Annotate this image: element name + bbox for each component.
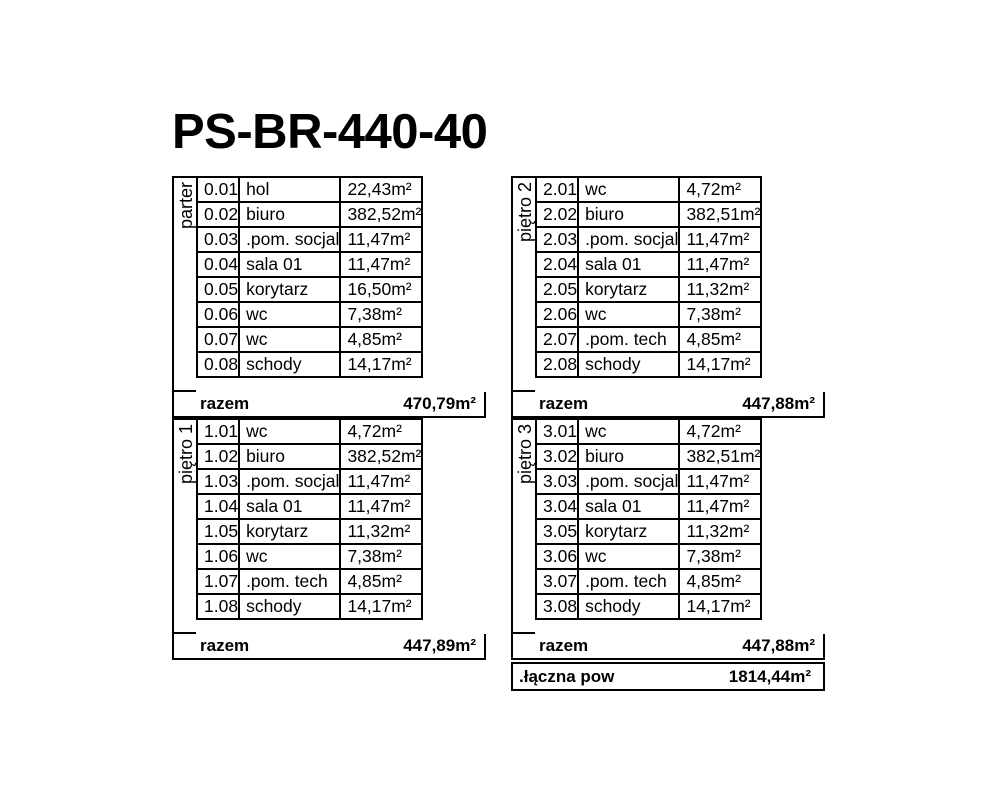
room-number: 3.08 — [536, 594, 578, 619]
table-row — [536, 469, 761, 494]
table-row — [536, 227, 761, 252]
room-name: .pom. tech — [239, 569, 340, 594]
room-name: schody — [578, 352, 679, 377]
room-name: wc — [239, 544, 340, 569]
room-area: 382,52m² — [340, 202, 422, 227]
room-number: 3.05 — [536, 519, 578, 544]
floor-label-text: piętro 2 — [515, 182, 535, 243]
room-area: 4,85m² — [340, 327, 422, 352]
table-row — [536, 594, 761, 619]
room-area: 11,47m² — [340, 252, 422, 277]
section-sum-row — [172, 634, 486, 660]
room-name: korytarz — [578, 277, 679, 302]
room-name: wc — [578, 177, 679, 202]
table-row — [536, 277, 761, 302]
room-area: 4,85m² — [679, 569, 761, 594]
room-name: wc — [239, 419, 340, 444]
table-row — [536, 569, 761, 594]
table-row — [197, 302, 422, 327]
room-number: 3.06 — [536, 544, 578, 569]
room-area: 11,32m² — [340, 519, 422, 544]
room-number: 3.02 — [536, 444, 578, 469]
section-sum-row — [511, 634, 825, 660]
room-area: 4,72m² — [340, 419, 422, 444]
room-area: 11,47m² — [679, 252, 761, 277]
room-name: wc — [239, 302, 340, 327]
room-number: 0.05 — [197, 277, 239, 302]
room-name: sala 01 — [239, 494, 340, 519]
table-row — [197, 327, 422, 352]
room-name: .pom. socjal — [239, 227, 340, 252]
room-name: sala 01 — [578, 494, 679, 519]
room-name: .pom. socjal — [578, 227, 679, 252]
room-area: 11,47m² — [679, 469, 761, 494]
table-row — [536, 327, 761, 352]
total-value: 1814,44m² — [728, 667, 811, 686]
table-row — [197, 544, 422, 569]
floor-label — [511, 176, 535, 392]
room-name: schody — [239, 594, 340, 619]
table-row — [197, 277, 422, 302]
room-number: 1.08 — [197, 594, 239, 619]
room-area: 11,47m² — [679, 227, 761, 252]
table-row — [536, 202, 761, 227]
room-number: 3.07 — [536, 569, 578, 594]
table-row — [197, 519, 422, 544]
room-number: 2.04 — [536, 252, 578, 277]
room-name: .pom. tech — [578, 327, 679, 352]
room-area: 11,47m² — [340, 227, 422, 252]
room-area: 4,85m² — [340, 569, 422, 594]
room-name: wc — [578, 419, 679, 444]
table-row — [536, 544, 761, 569]
room-name: hol — [239, 177, 340, 202]
room-number: 0.03 — [197, 227, 239, 252]
room-table — [535, 418, 762, 620]
room-area: 16,50m² — [340, 277, 422, 302]
table-row — [536, 419, 761, 444]
table-row — [197, 469, 422, 494]
table-row — [536, 494, 761, 519]
document-title: PS-BR-440-40 — [172, 105, 488, 159]
room-name: biuro — [239, 202, 340, 227]
table-row — [197, 352, 422, 377]
room-name: biuro — [239, 444, 340, 469]
room-name: biuro — [578, 202, 679, 227]
room-name: sala 01 — [578, 252, 679, 277]
table-row — [536, 444, 761, 469]
room-name: .pom. socjal — [239, 469, 340, 494]
room-number: 0.08 — [197, 352, 239, 377]
room-name: schody — [578, 594, 679, 619]
sum-label: razem — [539, 636, 589, 655]
sum-value: 470,79m² — [403, 394, 476, 413]
room-number: 2.01 — [536, 177, 578, 202]
room-area: 7,38m² — [679, 544, 761, 569]
room-area: 14,17m² — [340, 352, 422, 377]
grand-total-row — [511, 662, 825, 691]
room-area: 11,47m² — [340, 469, 422, 494]
room-number: 1.07 — [197, 569, 239, 594]
sum-value: 447,88m² — [742, 394, 815, 413]
room-area: 14,17m² — [340, 594, 422, 619]
room-table — [196, 418, 423, 620]
table-row — [536, 252, 761, 277]
room-name: .pom. tech — [578, 569, 679, 594]
room-area: 11,47m² — [679, 494, 761, 519]
table-row — [197, 202, 422, 227]
room-area: 11,47m² — [340, 494, 422, 519]
room-number: 1.01 — [197, 419, 239, 444]
room-number: 3.04 — [536, 494, 578, 519]
room-number: 1.03 — [197, 469, 239, 494]
room-area: 4,72m² — [679, 177, 761, 202]
room-area: 22,43m² — [340, 177, 422, 202]
room-name: schody — [239, 352, 340, 377]
room-number: 2.05 — [536, 277, 578, 302]
room-name: wc — [578, 302, 679, 327]
table-row — [536, 352, 761, 377]
section-sum-row — [511, 392, 825, 418]
sum-label: razem — [539, 394, 589, 413]
table-row — [536, 177, 761, 202]
room-number: 0.06 — [197, 302, 239, 327]
room-number: 2.06 — [536, 302, 578, 327]
floor-label-text: piętro 3 — [515, 424, 535, 485]
room-area: 11,32m² — [679, 277, 761, 302]
room-area: 382,52m² — [340, 444, 422, 469]
table-row — [197, 444, 422, 469]
room-table — [196, 176, 423, 378]
room-name: wc — [239, 327, 340, 352]
room-number: 1.06 — [197, 544, 239, 569]
sum-label: razem — [200, 394, 250, 413]
room-name: korytarz — [578, 519, 679, 544]
room-number: 2.08 — [536, 352, 578, 377]
room-area: 4,72m² — [679, 419, 761, 444]
room-number: 0.04 — [197, 252, 239, 277]
table-row — [197, 252, 422, 277]
table-row — [536, 519, 761, 544]
room-number: 2.02 — [536, 202, 578, 227]
table-row — [197, 569, 422, 594]
total-label: .łączna pow — [519, 667, 615, 686]
sum-value: 447,88m² — [742, 636, 815, 655]
table-row — [197, 594, 422, 619]
room-area: 7,38m² — [340, 544, 422, 569]
room-area: 382,51m² — [679, 444, 761, 469]
table-row — [197, 419, 422, 444]
room-number: 0.02 — [197, 202, 239, 227]
table-row — [536, 302, 761, 327]
table-row — [197, 494, 422, 519]
room-table — [535, 176, 762, 378]
room-area: 14,17m² — [679, 594, 761, 619]
floor-label — [511, 418, 535, 634]
room-number: 1.05 — [197, 519, 239, 544]
room-area: 4,85m² — [679, 327, 761, 352]
room-name: biuro — [578, 444, 679, 469]
table-row — [197, 177, 422, 202]
room-area: 7,38m² — [340, 302, 422, 327]
floor-label-text: parter — [176, 182, 196, 230]
room-number: 0.07 — [197, 327, 239, 352]
room-area: 14,17m² — [679, 352, 761, 377]
room-number: 1.04 — [197, 494, 239, 519]
floor-label — [172, 176, 196, 392]
room-name: sala 01 — [239, 252, 340, 277]
section-sum-row — [172, 392, 486, 418]
room-number: 2.03 — [536, 227, 578, 252]
room-number: 3.01 — [536, 419, 578, 444]
room-number: 3.03 — [536, 469, 578, 494]
room-number: 1.02 — [197, 444, 239, 469]
room-area: 7,38m² — [679, 302, 761, 327]
floor-label — [172, 418, 196, 634]
sum-label: razem — [200, 636, 250, 655]
room-area: 11,32m² — [679, 519, 761, 544]
table-row — [197, 227, 422, 252]
room-name: korytarz — [239, 519, 340, 544]
room-number: 2.07 — [536, 327, 578, 352]
sum-value: 447,89m² — [403, 636, 476, 655]
room-name: korytarz — [239, 277, 340, 302]
room-name: .pom. socjal — [578, 469, 679, 494]
floor-label-text: piętro 1 — [176, 424, 196, 485]
room-number: 0.01 — [197, 177, 239, 202]
room-name: wc — [578, 544, 679, 569]
room-area: 382,51m² — [679, 202, 761, 227]
